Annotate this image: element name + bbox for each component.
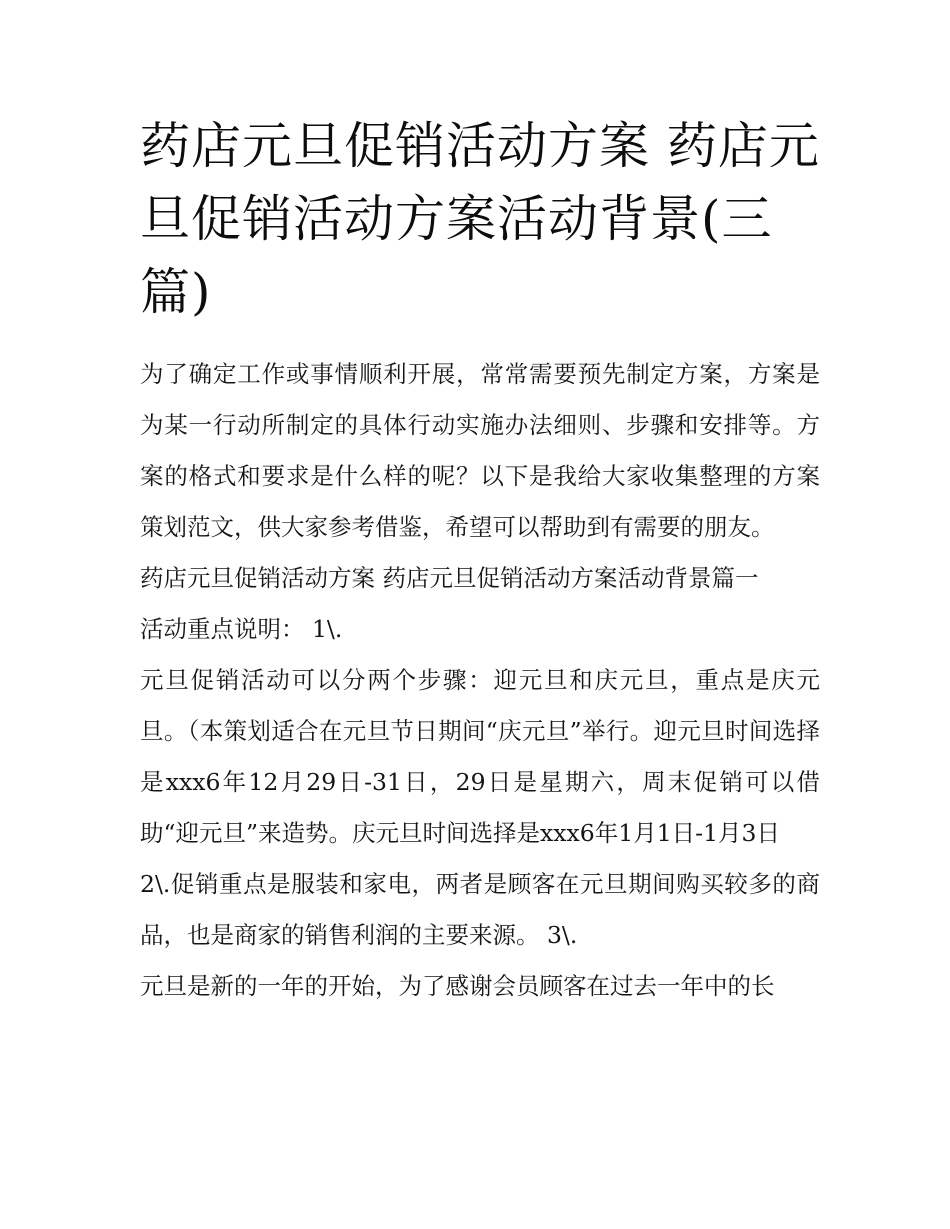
document-title: 药店元旦促销活动方案 药店元旦促销活动方案活动背景(三篇) [140, 117, 820, 321]
body-paragraph: 元旦是新的一年的开始，为了感谢会员顾客在过去一年中的长 [140, 972, 775, 1000]
section-heading: 药店元旦促销活动方案 药店元旦促销活动方案活动背景篇一 [140, 564, 759, 592]
key-points-label: 活动重点说明： 1\. [140, 615, 343, 643]
document-body [140, 349, 820, 1012]
body-paragraph: 2\.促销重点是服装和家电，两者是顾客在元旦期间购买较多的商品，也是商家的销售利润的主要来源。 3\. [140, 870, 820, 949]
document-page [140, 110, 820, 1012]
intro-paragraph: 为了确定工作或事情顺利开展，常常需要预先制定方案，方案是为某一行动所制定的具体行动实施办法细则、步骤和安排等。方案的格式和要求是什么样的呢？以下是我给大家收集整理的方案策划范文，供大家参考借鉴，希望可以帮助到有需要的朋友。 [140, 360, 820, 541]
body-paragraph: 元旦促销活动可以分两个步骤：迎元旦和庆元旦，重点是庆元旦。（本策划适合在元旦节日期间“庆元旦”举行。迎元旦时间选择是xxx6年12月29日-31日，29日是星期六，周末促销可以借助“迎元旦”来造势。庆元旦时间选择是xxx6年1月1日-1月3日 [140, 666, 820, 847]
